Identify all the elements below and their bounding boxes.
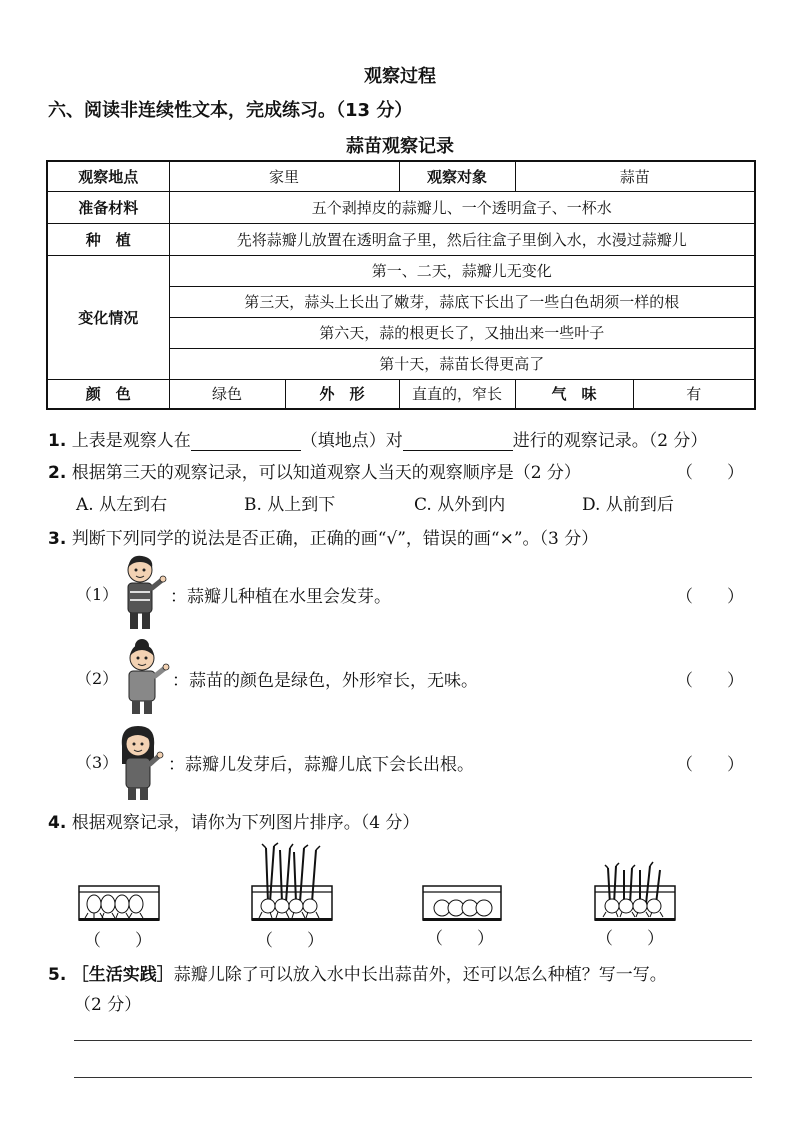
statement-3: ：蒜瓣儿发芽后，蒜瓣儿底下会长出根。 — [168, 755, 474, 775]
smell-label: 气 味 — [515, 379, 633, 409]
question-text: （填地点）对 — [300, 431, 403, 451]
question-1 — [48, 426, 707, 451]
option-b[interactable]: B. 从上到下 — [244, 495, 336, 515]
girl-student-icon — [120, 636, 170, 716]
question-number: 3. — [48, 529, 67, 549]
color-label: 颜 色 — [47, 379, 169, 409]
question-5 — [48, 960, 667, 985]
materials-value: 五个剥掉皮的蒜瓣儿、一个透明盒子、一杯水 — [169, 191, 755, 223]
table-row — [47, 191, 755, 223]
sub-item-label: （1） — [76, 585, 119, 604]
shape-value: 直直的，窄长 — [399, 379, 515, 409]
section-heading: 六、阅读非连续性文本，完成练习。（13 分） — [48, 100, 413, 121]
table-title: 蒜苗观察记录 — [346, 136, 454, 157]
question-number: 2. — [48, 463, 67, 483]
question-number: 1. — [48, 431, 67, 451]
question-text: 蒜瓣儿除了可以放入水中长出蒜苗外，还可以怎么种植？写一写。 — [173, 965, 667, 985]
location-label: 观察地点 — [47, 161, 169, 191]
table-row — [47, 223, 755, 255]
question-text: 根据观察记录，请你为下列图片排序。（4 分） — [71, 813, 420, 833]
planting-value: 先将蒜瓣儿放置在透明盒子里，然后往盒子里倒入水，水漫过蒜瓣儿 — [169, 223, 755, 255]
color-value: 绿色 — [169, 379, 285, 409]
smell-value: 有 — [633, 379, 755, 409]
question-score: （2 分） — [74, 995, 142, 1015]
question-text: 根据第三天的观察记录，可以知道观察人当天的观察顺序是（2 分） — [71, 463, 581, 483]
order-paren-2[interactable]: （ ） — [256, 931, 324, 951]
question-3 — [48, 524, 598, 549]
changes-label: 变化情况 — [47, 255, 169, 379]
question-2 — [48, 458, 581, 483]
statement-2: ：蒜苗的颜色是绿色，外形窄长，无味。 — [172, 671, 478, 691]
planting-label: 种 植 — [47, 223, 169, 255]
garlic-box-tall-sprouts-image[interactable] — [250, 842, 334, 922]
table-row — [47, 379, 755, 409]
order-paren-1[interactable]: （ ） — [84, 931, 152, 951]
girl-student-icon — [114, 722, 164, 802]
change-day-6: 第六天，蒜的根更长了，又抽出来一些叶子 — [169, 317, 755, 348]
answer-paren-3-2[interactable]: （ ） — [676, 671, 744, 691]
change-day-3: 第三天，蒜头上长出了嫩芽，蒜底下长出了一些白色胡须一样的根 — [169, 286, 755, 317]
answer-blank-location[interactable] — [191, 434, 301, 451]
shape-label: 外 形 — [285, 379, 399, 409]
answer-line-2[interactable] — [74, 1077, 752, 1078]
sub-item-label: （3） — [76, 753, 119, 772]
garlic-box-no-change-image[interactable] — [422, 882, 502, 922]
garlic-box-roots-image[interactable] — [78, 880, 160, 922]
statement-1: ：蒜瓣儿种植在水里会发芽。 — [170, 587, 391, 607]
sub-item-label: （2） — [76, 669, 119, 688]
order-paren-3[interactable]: （ ） — [426, 929, 494, 949]
question-number: 5. — [48, 965, 67, 985]
order-paren-4[interactable]: （ ） — [596, 929, 664, 949]
page-title: 观察过程 — [364, 66, 436, 87]
question-4 — [48, 808, 419, 833]
question-text: 进行的观察记录。（2 分） — [512, 431, 708, 451]
observation-table — [46, 160, 756, 410]
boy-student-icon — [118, 552, 168, 632]
materials-label: 准备材料 — [47, 191, 169, 223]
answer-paren-3-3[interactable]: （ ） — [676, 755, 744, 775]
answer-line-1[interactable] — [74, 1040, 752, 1041]
garlic-box-short-sprouts-image[interactable] — [594, 860, 676, 922]
object-value: 蒜苗 — [515, 161, 755, 191]
question-text: 上表是观察人在 — [71, 431, 191, 451]
answer-paren-3-1[interactable]: （ ） — [676, 587, 744, 607]
object-label: 观察对象 — [399, 161, 515, 191]
option-a[interactable]: A. 从左到右 — [76, 495, 168, 515]
table-row — [47, 161, 755, 191]
option-d[interactable]: D. 从前到后 — [582, 495, 674, 515]
answer-paren-q2[interactable]: （ ） — [676, 463, 744, 483]
change-day-10: 第十天，蒜苗长得更高了 — [169, 348, 755, 379]
change-day-1-2: 第一、二天，蒜瓣儿无变化 — [169, 255, 755, 286]
question-text: 判断下列同学的说法是否正确，正确的画“√”，错误的画“×”。（3 分） — [71, 529, 599, 549]
answer-blank-object[interactable] — [403, 434, 513, 451]
option-c[interactable]: C. 从外到内 — [414, 495, 506, 515]
practice-tag: ［生活实践］ — [71, 965, 174, 985]
location-value: 家里 — [169, 161, 399, 191]
table-row — [47, 255, 755, 286]
question-number: 4. — [48, 813, 67, 833]
